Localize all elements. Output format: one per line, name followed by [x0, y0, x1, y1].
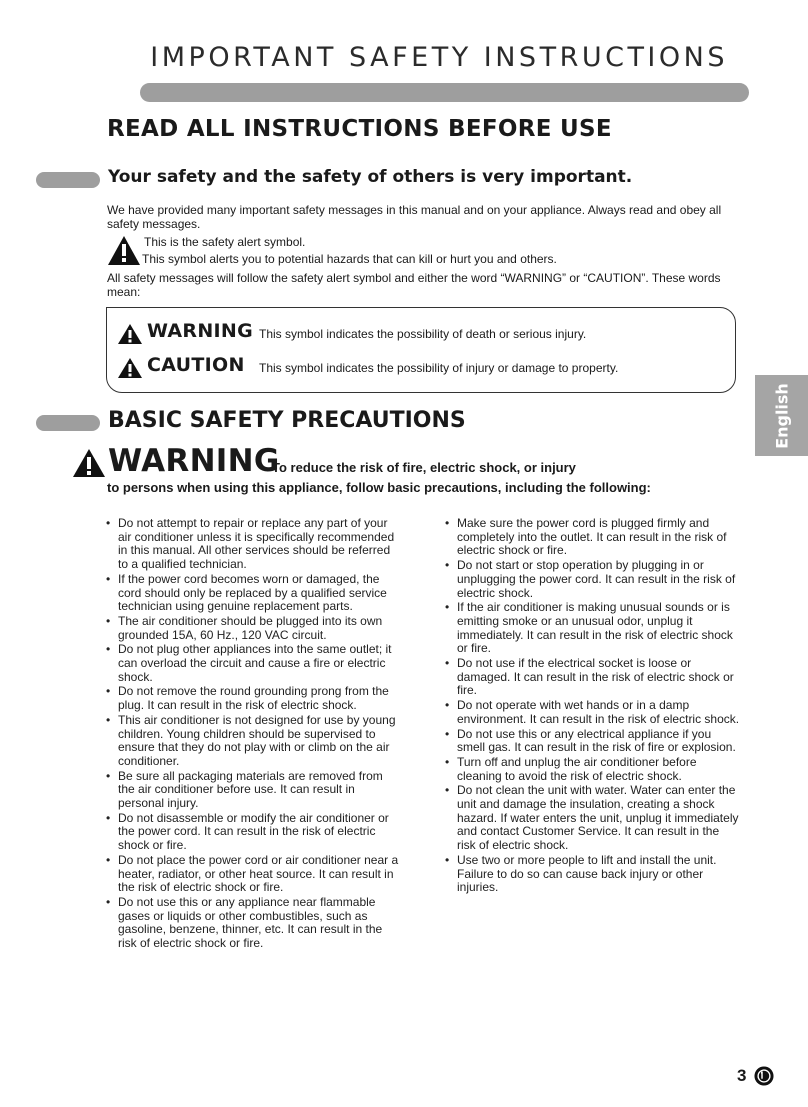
warning-alert-icon [117, 323, 143, 345]
list-item: • Do not use this or any appliance near flammable gases or liquids or other combustibles, such as gasoline, benzene, thinner, etc. It can result in the risk of electric shock or fire. [106, 896, 402, 951]
read-all-heading: READ ALL INSTRUCTIONS BEFORE USE [107, 116, 612, 142]
list-item: • Turn off and unplug the air conditioner before cleaning to avoid the risk of electric shock. [445, 756, 741, 783]
caution-alert-icon [117, 357, 143, 379]
language-tab-label: English [772, 382, 791, 449]
follow-text: All safety messages will follow the safety alert symbol and either the word “WARNING” or “CAUTION”. These words mean: [107, 271, 721, 299]
warning-word: WARNING [147, 320, 254, 342]
big-warning-word: WARNING [108, 443, 280, 479]
list-item: • If the power cord becomes worn or damaged, the cord should only be replaced by a qualified service technician using genuine replacement parts. [106, 573, 402, 614]
caution-description: This symbol indicates the possibility of injury or damage to property. [259, 361, 619, 375]
list-item: • Do not plug other appliances into the same outlet; it can overload the circuit and cause a fire or electric shock. [106, 643, 402, 684]
lg-logo-icon [754, 1066, 774, 1086]
list-item: • Be sure all packaging materials are removed from the air conditioner before use. It can result in personal injury. [106, 770, 402, 811]
list-item: • Do not place the power cord or air conditioner near a heater, radiator, or other heat source. It can result in the risk of electric shock or fire. [106, 854, 402, 895]
warning-continuation-text: to persons when using this appliance, follow basic precautions, including the following: [107, 480, 651, 495]
warning-description: This symbol indicates the possibility of death or serious injury. [259, 327, 587, 341]
title-bar [140, 83, 749, 102]
page-title: IMPORTANT SAFETY INSTRUCTIONS [150, 42, 728, 73]
caution-word: CAUTION [147, 354, 245, 376]
safety-heading: Your safety and the safety of others is very important. [108, 167, 633, 187]
alert-hazard-text: This symbol alerts you to potential hazards that can kill or hurt you and others. [142, 252, 557, 266]
signal-words-box [106, 307, 736, 393]
list-item: • Do not operate with wet hands or in a damp environment. It can result in the risk of electric shock. [445, 699, 741, 726]
alert-symbol-row [107, 235, 727, 267]
list-item: • If the air conditioner is making unusual sounds or is emitting smoke or an unusual odor, unplug it immediately. It can result in the risk of electric shock or fire. [445, 601, 741, 656]
page-number: 3 [737, 1066, 747, 1085]
precautions-heading: BASIC SAFETY PRECAUTIONS [108, 408, 466, 433]
alert-symbol-text: This is the safety alert symbol. [144, 235, 306, 249]
list-item: • Make sure the power cord is plugged firmly and completely into the outlet. It can result in the risk of electric shock or fire. [445, 517, 741, 558]
list-item: • Do not clean the unit with water. Water can enter the unit and damage the insulation, creating a shock hazard. If water enters the unit, unplug it immediately and contact Customer Service. It can result in the risk of electric shock. [445, 784, 741, 853]
list-item: • The air conditioner should be plugged into its own grounded 15A, 60 Hz., 120 VAC circuit. [106, 615, 402, 642]
list-item: • Do not disassemble or modify the air conditioner or the power cord. It can result in the risk of electric shock or fire. [106, 812, 402, 853]
section-marker [36, 415, 100, 431]
safety-alert-icon [107, 235, 141, 266]
list-item: • Do not start or stop operation by plugging in or unplugging the power cord. It can result in the risk of electric shock. [445, 559, 741, 600]
precautions-right-list [445, 517, 741, 896]
list-item: • Do not use if the electrical socket is loose or damaged. It can result in the risk of electric shock or fire. [445, 657, 741, 698]
intro-text: We have provided many important safety messages in this manual and on your appliance. Always read and obey all safety messages. [107, 203, 722, 231]
list-item: • This air conditioner is not designed for use by young children. Young children should be supervised to ensure that they do not play with or climb on the air conditioner. [106, 714, 402, 769]
warning-lead-text: To reduce the risk of fire, electric shock, or injury [272, 460, 576, 475]
precautions-left-list [106, 517, 402, 952]
list-item: • Use two or more people to lift and install the unit. Failure to do so can cause back injury or other injuries. [445, 854, 741, 895]
language-tab [755, 375, 808, 456]
section-marker [36, 172, 100, 188]
list-item: • Do not remove the round grounding prong from the plug. It can result in the risk of electric shock. [106, 685, 402, 712]
list-item: • Do not use this or any electrical appliance if you smell gas. It can result in the risk of fire or explosion. [445, 728, 741, 755]
list-item: • Do not attempt to repair or replace any part of your air conditioner unless it is specifically recommended in this manual. All other services should be referred to a qualified technician. [106, 517, 402, 572]
warning-alert-icon [72, 448, 106, 478]
